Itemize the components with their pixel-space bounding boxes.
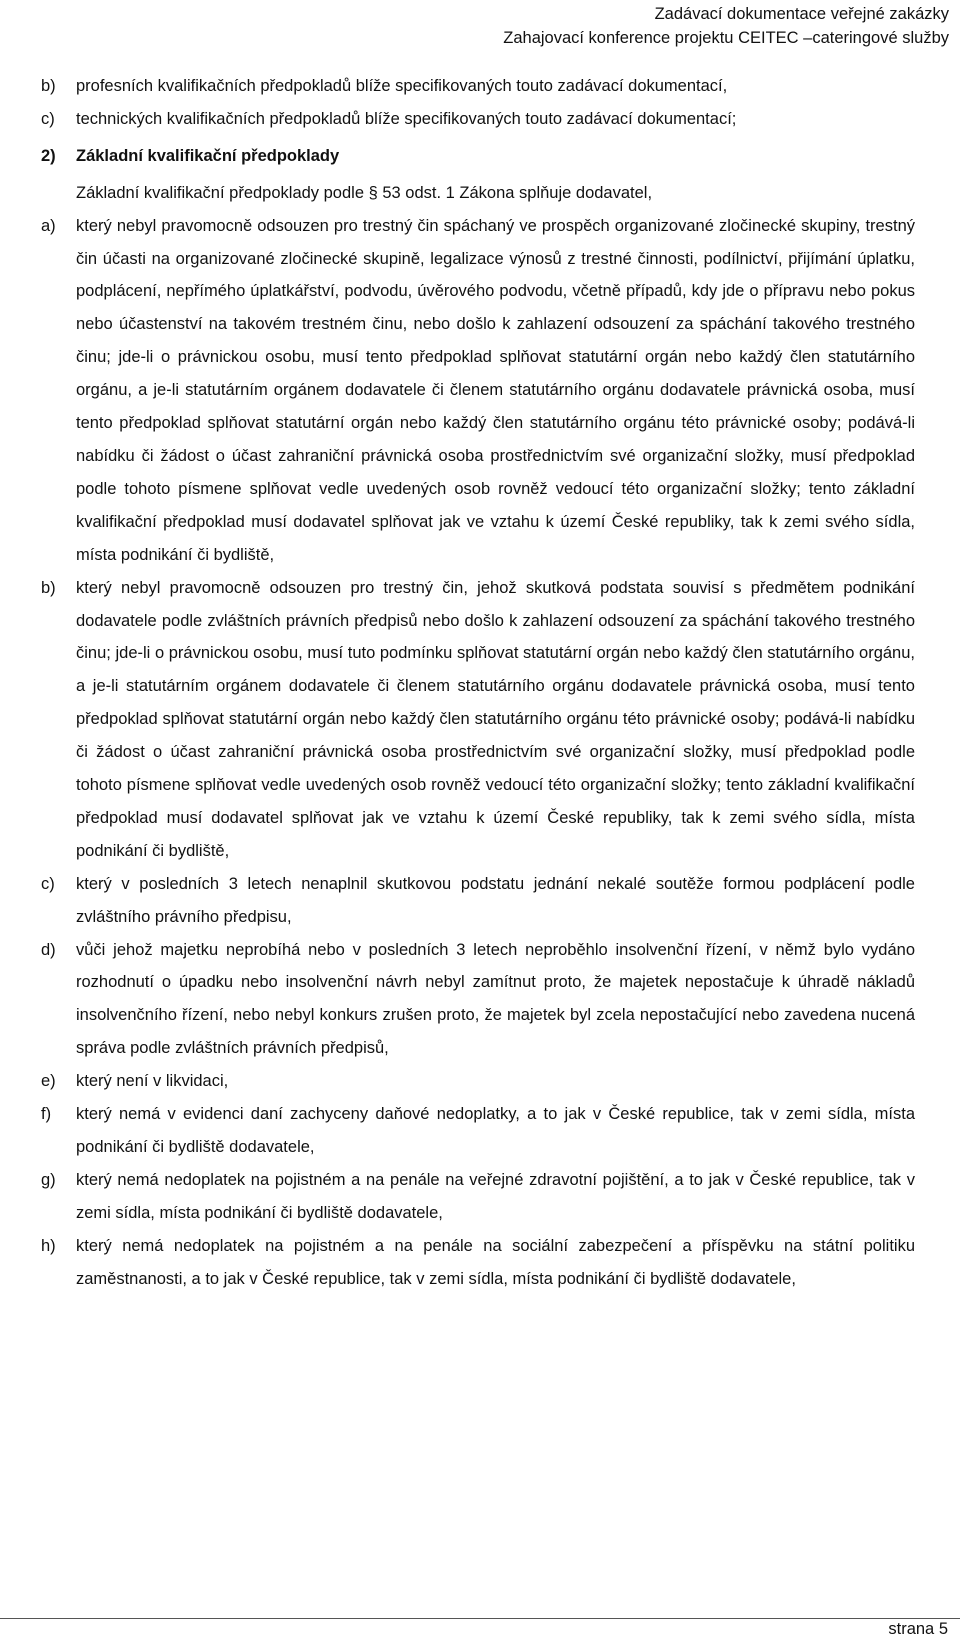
list-item-label: b) — [41, 77, 56, 95]
list-item-label: h) — [41, 1236, 56, 1255]
list-item-text: který není v likvidaci, — [76, 1072, 229, 1091]
list-item-label: d) — [41, 940, 56, 959]
list-item — [41, 868, 915, 934]
header-project-title: Zahajovací konference projektu CEITEC –cateringové služby — [503, 29, 949, 47]
list-item-label: c) — [41, 109, 55, 128]
list-item-text: který nemá v evidenci daní zachyceny daňové nedoplatky, a to jak v České republice, tak v zemi sídla, místa podnikání či bydliště dodavatele, — [76, 1105, 915, 1156]
list-item-label: f) — [41, 1105, 52, 1124]
list-item-text: který nemá nedoplatek na pojistném a na penále na veřejné zdravotní pojištění, a to jak v České republice, tak v zemi sídla, místa podnikání či bydliště dodavatele, — [76, 1170, 915, 1222]
list-item-label: g) — [41, 1170, 56, 1189]
list-item — [41, 103, 915, 136]
list-item-label: b) — [41, 578, 56, 597]
list-item — [41, 1065, 915, 1098]
list-item-text: který nebyl pravomocně odsouzen pro trestný čin spáchaný ve prospěch organizované zločinecké skupiny, trestný čin účasti na organizované zločinecké skupině, legalizace výnosů z trestné činnosti, podílnictví, přijímání úplatku, podplácení, nepřímého úplatkářství, podvodu, úvěrového podvodu, včetně případů, kdy jde o přípravu nebo pokus nebo účastenství na takovém trestném činu, nebo došlo k zahlazení odsouzení za spáchání takového trestného činu; jde-li o právnickou osobu, musí tento předpoklad splňovat statutární orgán nebo každý člen statutárního orgánu, a je-li statutárním orgánem dodavatele či členem statutárního orgánu dodavatele právnická osoba, musí tento předpoklad splňovat statutární orgán nebo každý člen statutárního orgánu této právnické osoby; podává-li nabídku či žádost o účast zahraniční právnická osoba prostřednictvím své organizační složky, musí předpoklad podle tohoto písmene splňovat vedle uvedených osob rovněž vedoucí této organizační složky; tento základní kvalifikační předpoklad musí dodavatel splňovat jak ve vztahu k území České republiky, tak k zemi svého sídla, místa podnikání či bydliště, — [76, 216, 915, 564]
list-item-label: e) — [41, 1072, 56, 1091]
section-number: 2) — [41, 146, 56, 165]
list-item — [41, 934, 915, 1066]
section-intro: Základní kvalifikační předpoklady podle § 53 odst. 1 Zákona splňuje dodavatel, — [76, 183, 653, 202]
list-item-text: profesních kvalifikačních předpokladů blíže specifikovaných touto zadávací dokumentací, — [76, 77, 728, 95]
list-item-text: který nebyl pravomocně odsouzen pro trestný čin, jehož skutková podstata souvisí s předmětem podnikání dodavatele podle zvláštních právních předpisů nebo došlo k zahlazení odsouzení za spáchání takového trestného činu; jde-li o právnickou osobu, musí tuto podmínku splňovat statutární orgán nebo každý člen statutárního orgánu, a je-li statutárním orgánem dodavatele či členem statutárního orgánu dodavatele právnická osoba, musí tento předpoklad splňovat statutární orgán nebo každý člen statutárního orgánu této právnické osoby; podává-li nabídku či žádost o účast zahraniční právnická osoba prostřednictvím své organizační složky, musí předpoklad podle tohoto písmene splňovat vedle uvedených osob rovněž vedoucí této organizační složky; tento základní kvalifikační předpoklad musí dodavatel splňovat jak ve vztahu k území České republiky, tak k zemi svého sídla, místa podnikání či bydliště, — [76, 578, 915, 860]
list-item-label: c) — [41, 874, 55, 893]
list-item-text: který v posledních 3 letech nenaplnil skutkovou podstatu jednání nekalé soutěže formou podplácení podle zvláštního právního předpisu, — [76, 874, 915, 926]
footer-divider — [0, 1618, 960, 1619]
list-item-text: který nemá nedoplatek na pojistném a na penále na sociální zabezpečení a příspěvku na státní politiku zaměstnanosti, a to jak v České republice, tak v zemi sídla, místa podnikání či bydliště dodavatele, — [76, 1236, 915, 1288]
header-document-title: Zadávací dokumentace veřejné zakázky — [654, 5, 949, 23]
page-header — [503, 2, 949, 50]
list-item-text: technických kvalifikačních předpokladů blíže specifikovaných touto zadávací dokumentací; — [76, 109, 737, 128]
list-item — [41, 70, 915, 103]
list-item — [41, 210, 915, 572]
page-number: strana 5 — [888, 1620, 948, 1638]
list-item-text: vůči jehož majetku neprobíhá nebo v posledních 3 letech neproběhlo insolvenční řízení, v němž bylo vydáno rozhodnutí o úpadku nebo insolvenční návrh nebyl zamítnut proto, že majetek nepostačuje k úhradě nákladů insolvenčního řízení, nebo nebyl konkurs zrušen proto, že majetek byl zcela nepostačující nebo zavedena nucená správa podle zvláštních právních předpisů, — [76, 940, 915, 1058]
document-body — [41, 70, 915, 1296]
section-title: Základní kvalifikační předpoklady — [76, 146, 340, 165]
list-item-label: a) — [41, 216, 56, 235]
list-item — [41, 1098, 915, 1164]
list-item — [41, 572, 915, 868]
list-item — [41, 1230, 915, 1296]
section-heading — [41, 140, 915, 173]
list-item — [41, 1164, 915, 1230]
